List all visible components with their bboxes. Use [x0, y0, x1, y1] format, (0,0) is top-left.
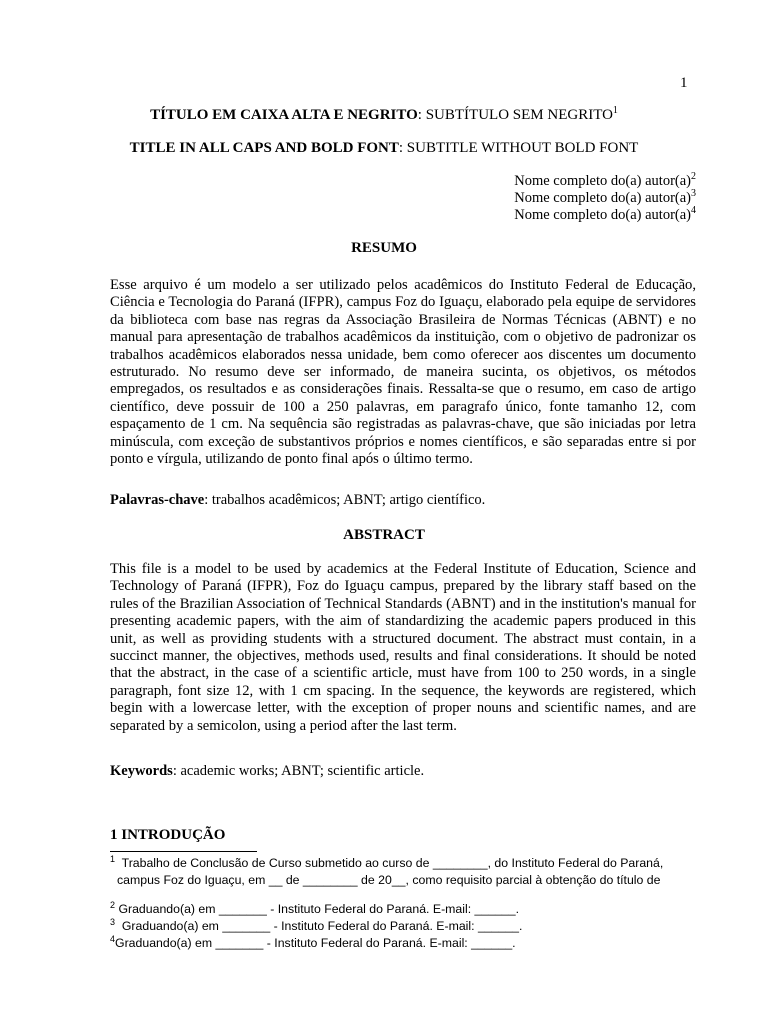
footnote-1-line-2: campus Foz do Iguaçu, em __ de ________ de 20__, como requisito parcial à obtenção do título de [117, 873, 661, 887]
footnote-ref-1: 1 [612, 105, 618, 116]
footnote-1-text-a: Trabalho de Conclusão de Curso submetido ao curso de ________, do Instituto Federal do Paraná, [121, 856, 664, 870]
title-pt-subtitle: : SUBTÍTULO SEM NEGRITO [417, 107, 613, 123]
footnote-4-text: Graduando(a) em _______ - Instituto Federal do Paraná. E-mail: ______. [115, 936, 516, 950]
author-line [110, 207, 696, 224]
section-heading-introducao: 1 INTRODUÇÃO [110, 827, 226, 843]
footnote-3-number: 3 [110, 917, 116, 927]
footnote-ref-4: 4 [691, 205, 696, 216]
keywords-label-en: Keywords [110, 763, 173, 779]
footnote-2 [110, 901, 700, 918]
keywords-pt: : trabalhos acadêmicos; ABNT; artigo científico. [204, 492, 486, 508]
footnote-ref-2: 2 [691, 171, 696, 182]
footnote-1 [110, 855, 700, 889]
title-pt-bold: TÍTULO EM CAIXA ALTA E NEGRITO [150, 107, 418, 123]
abstract-keywords [110, 763, 696, 780]
footnote-1-line-1 [110, 855, 700, 872]
title-english [0, 140, 768, 157]
footnote-2-number: 2 [110, 900, 116, 910]
footnote-4-number: 4 [110, 934, 116, 944]
page-number: 1 [680, 75, 688, 91]
footnote-ref-3: 3 [691, 188, 696, 199]
footnote-2-text: Graduando(a) em _______ - Instituto Federal do Paraná. E-mail: ______. [118, 902, 520, 916]
footnote-3 [110, 918, 700, 935]
author-name: Nome completo do(a) autor(a) [514, 207, 691, 223]
footnote-separator [110, 851, 257, 852]
author-line [110, 190, 696, 207]
resumo-paragraph: Esse arquivo é um modelo a ser utilizado pelos acadêmicos do Instituto Federal de Educação, Ciência e Tecnologia do Paraná (IFPR), campus Foz do Iguaçu, elaborado pela equipe de servidores da biblioteca com base nas regras da Associação Brasileira de Normas Técnicas (ABNT) e no manual para apresentação de trabalhos acadêmicos da instituição, com o objetivo de padronizar os trabalhos acadêmicos elaborados nessa unidade, bem como oferecer aos discentes um documento estruturado. No resumo deve ser informado, de maneira sucinta, os objetivos, os métodos empregados, os resultados e as considerações finais. Ressalta-se que o resumo, em caso de artigo científico, deve possuir de 100 a 250 palavras, em paragrafo único, fonte tamanho 12, com espaçamento de 1 cm. Na sequência são registradas as palavras-chave, que são iniciadas por letra minúscula, com exceção de substantivos próprios e nomes científicos, e são separadas entre si por ponto e vírgula, utilizando de ponto final após o último termo. [110, 277, 696, 468]
abstract-heading: ABSTRACT [343, 527, 425, 543]
authors-block [110, 173, 696, 224]
keywords-en: : academic works; ABNT; scientific article. [172, 763, 425, 779]
title-portuguese [0, 107, 768, 124]
footnote-3-text: Graduando(a) em _______ - Instituto Federal do Paraná. E-mail: ______. [121, 919, 523, 933]
resumo-heading: RESUMO [351, 240, 417, 256]
footnote-4 [110, 935, 700, 952]
author-line [110, 173, 696, 190]
resumo-keywords [110, 492, 696, 509]
keywords-label-pt: Palavras-chave [110, 492, 205, 508]
author-name: Nome completo do(a) autor(a) [514, 173, 691, 189]
title-en-bold: TITLE IN ALL CAPS AND BOLD FONT [129, 140, 399, 156]
title-en-subtitle: : SUBTITLE WITHOUT BOLD FONT [398, 140, 639, 156]
author-name: Nome completo do(a) autor(a) [514, 190, 691, 206]
abstract-paragraph: This file is a model to be used by academics at the Federal Institute of Education, Science and Technology of Paraná (IFPR), Foz do Iguaçu campus, prepared by the library staff based on the rules of the Brazilian Association of Technical Standards (ABNT) and in the institution's manual for presenting academic papers, with the aim of standardizing the academic papers produced in this unit, as well as providing students with a structured document. The abstract must contain, in a succinct manner, the objectives, methods used, results and final considerations. It should be noted that the abstract, in the case of a scientific article, must have from 100 to 250 words, in a single paragraph, font size 12, with 1 cm spacing. In the sequence, the keywords are registered, which begin with a lowercase letter, with the exception of proper nouns and scientific names, and are separated by a semicolon, using a period after the last term. [110, 561, 696, 734]
footnote-1-number: 1 [110, 854, 116, 864]
